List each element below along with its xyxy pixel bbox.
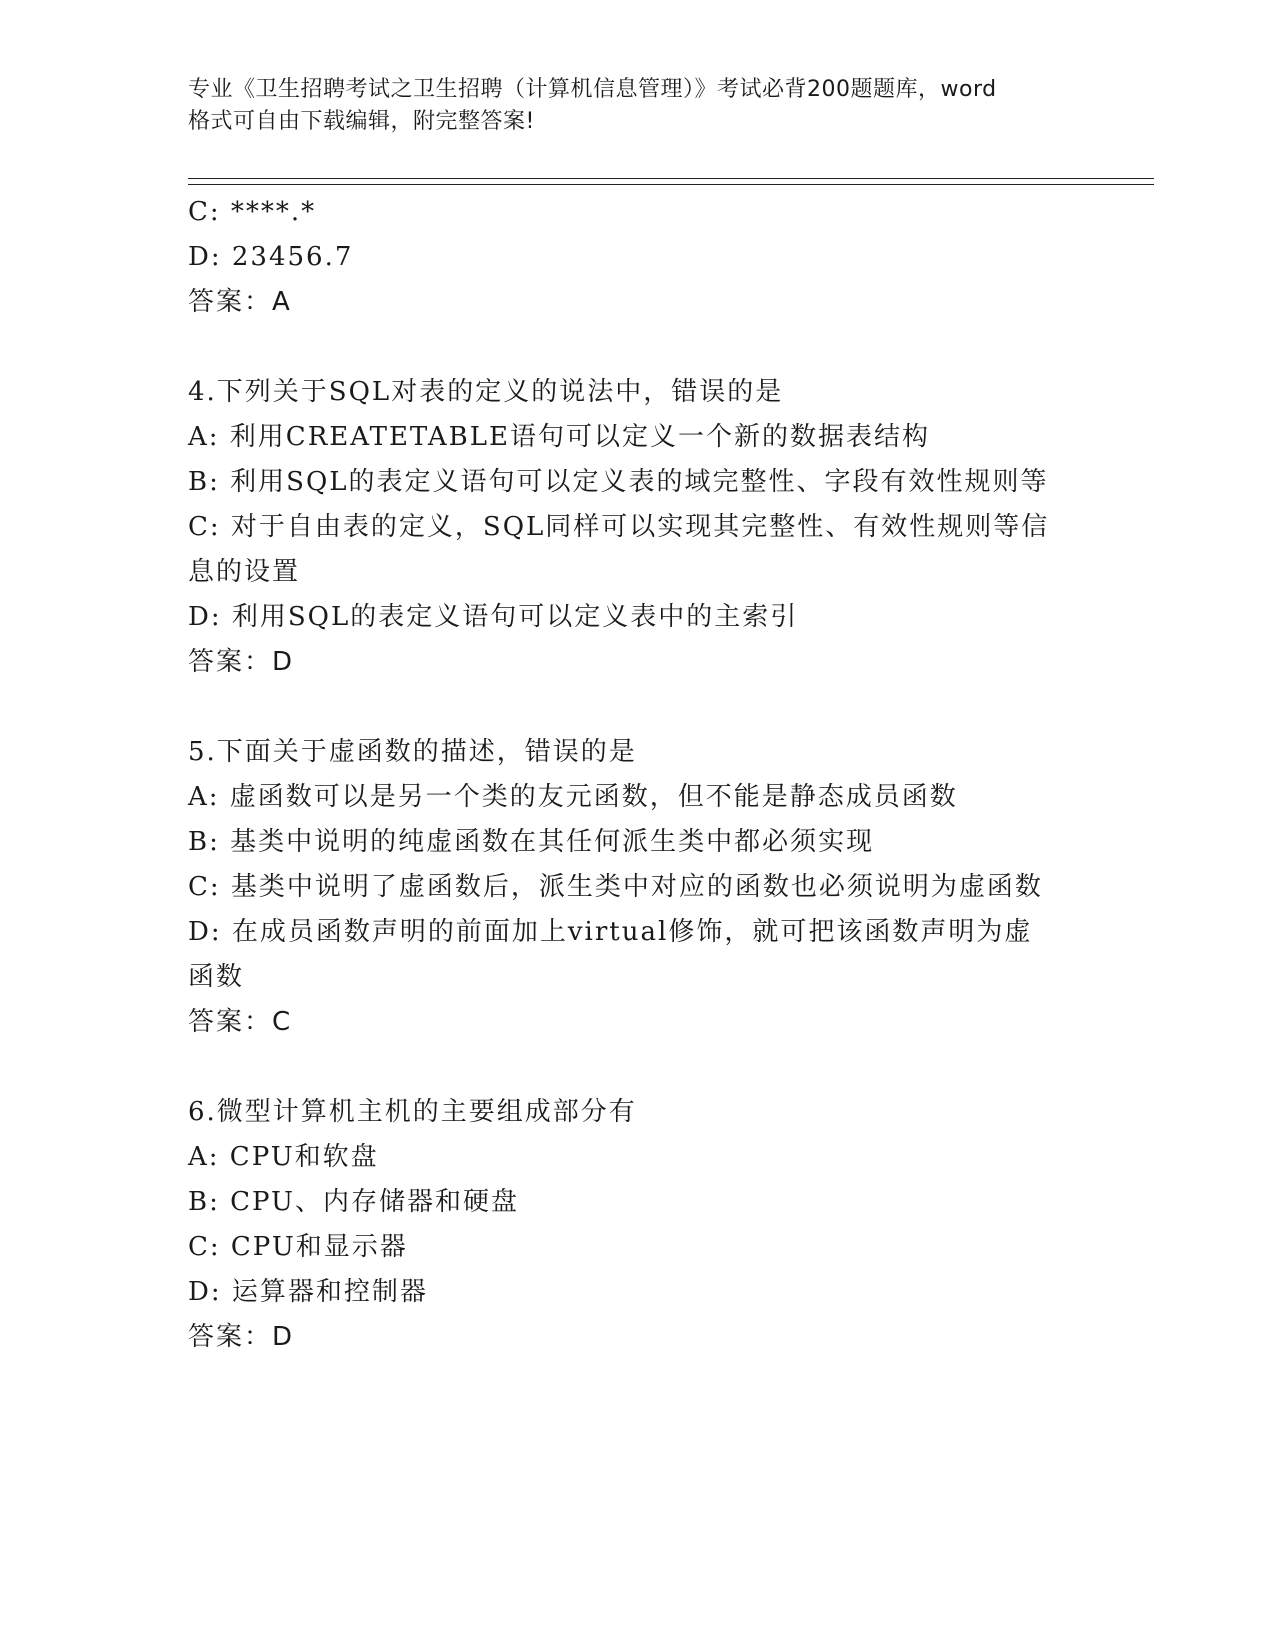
option-c: C: 基类中说明了虚函数后，派生类中对应的函数也必须说明为虚函数 — [188, 872, 1043, 902]
option-c: C: ****.* — [188, 197, 317, 227]
header-divider-bottom — [188, 184, 1154, 185]
answer: 答案：A — [188, 287, 292, 317]
option-d: D: 23456.7 — [188, 242, 354, 272]
question-stem: 6.微型计算机主机的主要组成部分有 — [188, 1097, 637, 1127]
question-list — [188, 190, 1088, 1360]
question-3-tail — [188, 190, 1088, 325]
question-6 — [188, 1090, 1088, 1360]
header-divider-top — [188, 178, 1154, 179]
header-line-1: 专业《卫生招聘考试之卫生招聘（计算机信息管理）》考试必背200题题库，word — [188, 77, 997, 102]
document-header — [188, 74, 1088, 138]
question-5 — [188, 730, 1088, 1045]
question-4 — [188, 370, 1088, 685]
question-stem: 4.下列关于SQL对表的定义的说法中，错误的是 — [188, 377, 784, 407]
spacer — [188, 325, 1088, 370]
option-d: D: 利用SQL的表定义语句可以定义表中的主索引 — [188, 602, 799, 632]
question-stem: 5.下面关于虚函数的描述，错误的是 — [188, 737, 637, 767]
option-a: A: CPU和软盘 — [188, 1142, 379, 1172]
option-c: C: 对于自由表的定义，SQL同样可以实现其完整性、有效性规则等信 — [188, 512, 1050, 542]
option-d: D: 运算器和控制器 — [188, 1277, 428, 1307]
spacer — [188, 685, 1088, 730]
option-d-continued: 函数 — [188, 962, 245, 992]
option-b: B: 利用SQL的表定义语句可以定义表的域完整性、字段有效性规则等 — [188, 467, 1049, 497]
answer: 答案：C — [188, 1007, 293, 1037]
option-b: B: CPU、内存储器和硬盘 — [188, 1187, 519, 1217]
option-c: C: CPU和显示器 — [188, 1232, 408, 1262]
header-line-2: 格式可自由下载编辑，附完整答案! — [188, 109, 535, 134]
option-c-continued: 息的设置 — [188, 557, 301, 587]
answer: 答案：D — [188, 647, 295, 677]
option-a: A: 虚函数可以是另一个类的友元函数，但不能是静态成员函数 — [188, 782, 958, 812]
spacer — [188, 1045, 1088, 1090]
option-b: B: 基类中说明的纯虚函数在其任何派生类中都必须实现 — [188, 827, 875, 857]
option-a: A: 利用CREATETABLE语句可以定义一个新的数据表结构 — [188, 422, 930, 452]
option-d: D: 在成员函数声明的前面加上virtual修饰，就可把该函数声明为虚 — [188, 917, 1033, 947]
answer: 答案：D — [188, 1322, 295, 1352]
